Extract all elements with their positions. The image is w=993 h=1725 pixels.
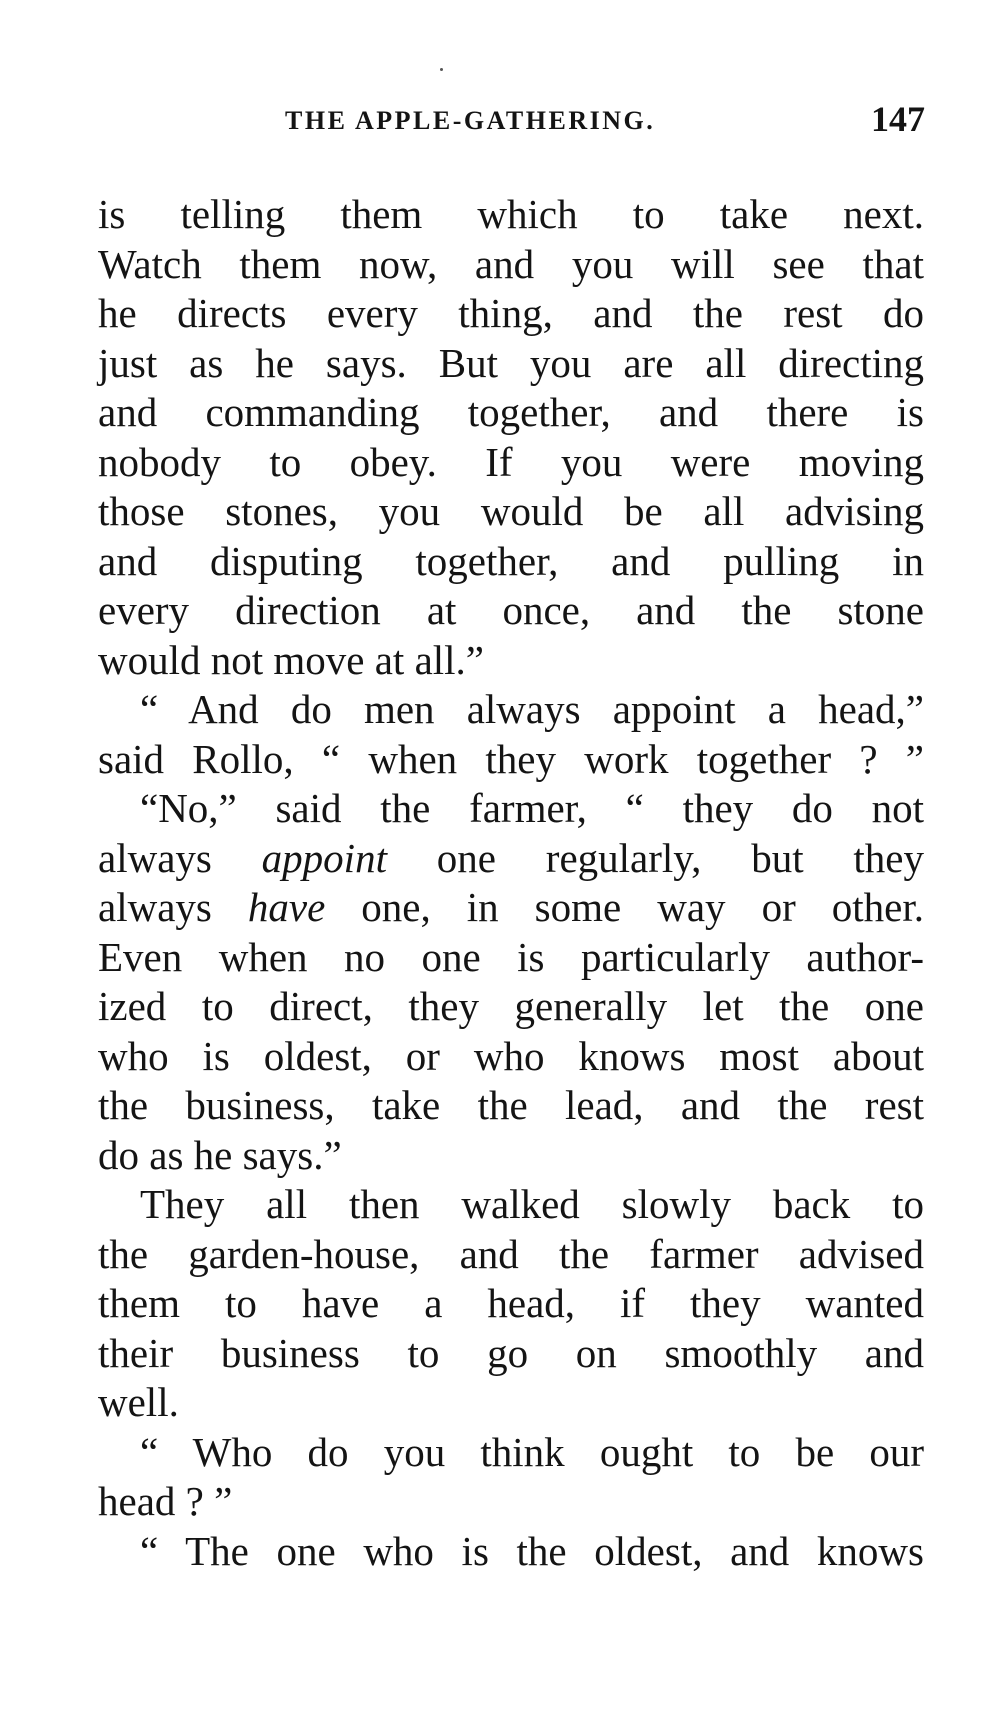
text-run: one regularly, but they — [386, 834, 924, 881]
text-line: those stones, you would be all advising — [98, 488, 924, 534]
text-line — [98, 834, 924, 884]
text-line: do as he says.” — [98, 1131, 342, 1178]
body-text — [98, 190, 924, 1576]
text-line: head ? ” — [98, 1478, 233, 1524]
text-line: nobody to obey. If you were moving — [98, 438, 924, 485]
text-line: would not move at all.” — [98, 636, 484, 683]
text-line: and commanding together, and there is — [98, 389, 924, 435]
text-run: one, in some way or other. — [325, 884, 924, 930]
text-line — [98, 883, 924, 933]
text-run: always — [98, 834, 262, 881]
text-line: who is oldest, or who knows most about — [98, 1032, 924, 1079]
text-line: Watch them now, and you will see that — [98, 240, 924, 287]
running-title: THE APPLE-GATHERING. — [285, 106, 656, 135]
text-line: well. — [98, 1379, 179, 1425]
text-line: Even when no one is particularly author- — [98, 933, 924, 980]
text-line: “No,” said the farmer, “ they do not — [140, 785, 924, 831]
text-run: always — [98, 884, 248, 930]
text-line: them to have a head, if they wanted — [98, 1280, 924, 1326]
text-line: every direction at once, and the stone — [98, 587, 924, 633]
text-line: their business to go on smoothly and — [98, 1329, 924, 1376]
text-line: ized to direct, they generally let the one — [98, 983, 924, 1029]
text-line: “ And do men always appoint a head,” — [140, 686, 924, 732]
italic-word: have — [247, 884, 326, 930]
page-number: 147 — [871, 99, 925, 139]
text-line: and disputing together, and pulling in — [98, 537, 924, 584]
text-line: the business, take the lead, and the rest — [98, 1082, 924, 1128]
text-line: the garden-house, and the farmer advised — [98, 1230, 924, 1277]
print-speck — [440, 68, 443, 71]
text-line: is telling them which to take next. — [98, 191, 924, 237]
text-line: “ The one who is the oldest, and knows — [140, 1527, 924, 1574]
text-line: he directs every thing, and the rest do — [98, 290, 924, 336]
text-line: “ Who do you think ought to be our — [140, 1428, 924, 1475]
italic-word: appoint — [261, 834, 387, 881]
text-line: just as he says. But you are all directing — [98, 339, 924, 386]
text-line: They all then walked slowly back to — [140, 1181, 924, 1227]
text-line: said Rollo, “ when they work together ? ” — [98, 735, 924, 782]
